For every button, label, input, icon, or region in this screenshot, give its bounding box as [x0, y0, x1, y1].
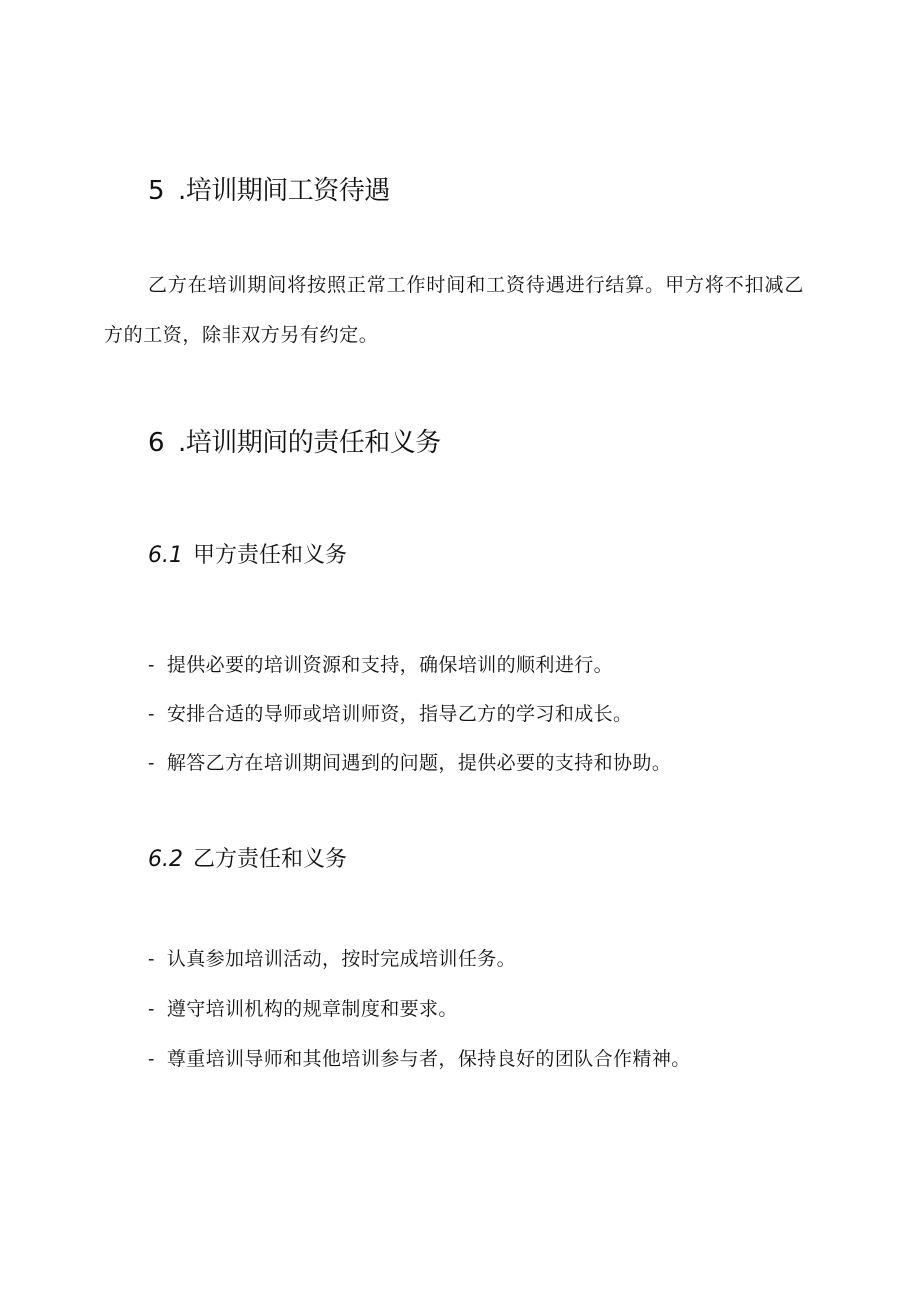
list-item — [148, 1000, 458, 1019]
list-item — [148, 1050, 691, 1069]
list-item — [148, 705, 632, 724]
bullet-dash: - — [148, 703, 155, 725]
section-5-heading — [148, 178, 390, 204]
list-item — [148, 950, 516, 969]
subsection-6-1-heading — [148, 545, 347, 567]
list-item-text: 认真参加培训活动，按时完成培训任务。 — [166, 948, 517, 970]
section-5-title: .培训期间工资待遇 — [178, 176, 390, 206]
section-6-title: .培训期间的责任和义务 — [178, 428, 441, 458]
list-item — [148, 754, 671, 773]
section-6-heading — [148, 430, 441, 456]
subsection-6-2-title: 乙方责任和义务 — [193, 847, 348, 872]
bullet-dash: - — [148, 752, 155, 774]
list-item-text: 解答乙方在培训期间遇到的问题，提供必要的支持和协助。 — [166, 752, 672, 774]
bullet-dash: - — [148, 1048, 155, 1070]
section-5-paragraph: 乙方在培训期间将按照正常工作时间和工资待遇进行结算。甲方将不扣减乙方的工资，除非双方另有约定。 — [104, 274, 804, 346]
subsection-6-2-heading — [148, 849, 347, 871]
section-6-number: 6 — [148, 428, 165, 458]
bullet-dash: - — [148, 948, 155, 970]
section-5-number: 5 — [148, 176, 165, 206]
bullet-dash: - — [148, 654, 155, 676]
subsection-6-2-number: 6.2 — [148, 847, 183, 872]
list-item-text: 提供必要的培训资源和支持，确保培训的顺利进行。 — [166, 654, 614, 676]
list-item-text: 安排合适的导师或培训师资，指导乙方的学习和成长。 — [166, 703, 633, 725]
bullet-dash: - — [148, 998, 155, 1020]
list-item — [148, 656, 613, 675]
list-item-text: 尊重培训导师和其他培训参与者，保持良好的团队合作精神。 — [166, 1048, 691, 1070]
subsection-6-1-title: 甲方责任和义务 — [193, 543, 348, 568]
list-item-text: 遵守培训机构的规章制度和要求。 — [166, 998, 458, 1020]
subsection-6-1-number: 6.1 — [148, 543, 183, 568]
